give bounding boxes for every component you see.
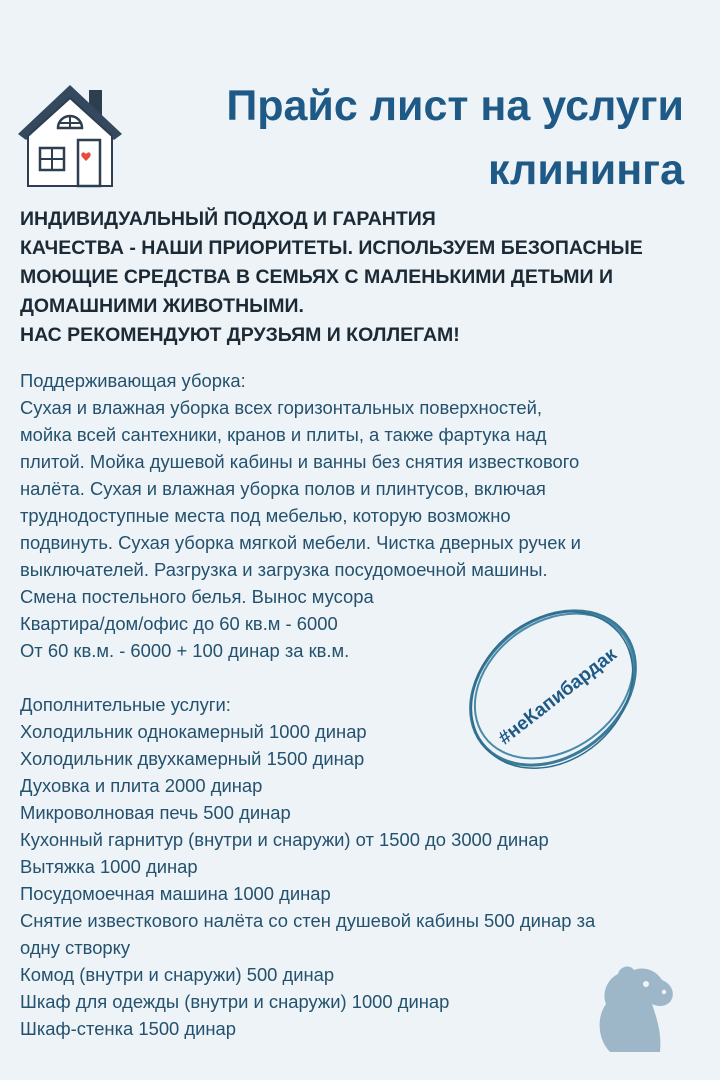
- extras-item: Микроволновая печь 500 динар: [20, 802, 291, 823]
- capybara-icon: [590, 960, 680, 1052]
- extras-item: Посудомоечная машина 1000 динар: [20, 883, 331, 904]
- maintenance-line: мойка всей сантехники, кранов и плиты, а также фартука над: [20, 424, 547, 445]
- maintenance-line: плитой. Мойка душевой кабины и ванны без снятия известкового: [20, 451, 580, 472]
- intro-line: МОЮЩИЕ СРЕДСТВА В СЕМЬЯХ С МАЛЕНЬКИМИ ДЕТЬМИ И: [20, 266, 613, 288]
- intro-line: ДОМАШНИМИ ЖИВОТНЫМИ.: [20, 295, 304, 317]
- maintenance-line: Сухая и влажная уборка всех горизонтальных поверхностей,: [20, 397, 542, 418]
- intro-line: НАС РЕКОМЕНДУЮТ ДРУЗЬЯМ И КОЛЛЕГАМ!: [20, 324, 460, 346]
- house-icon: [18, 82, 122, 190]
- intro-line: ИНДИВИДУАЛЬНЫЙ ПОДХОД И ГАРАНТИЯ: [20, 208, 436, 230]
- extras-item: Вытяжка 1000 динар: [20, 856, 198, 877]
- maintenance-line: выключателей. Разгрузка и загрузка посудомоечной машины.: [20, 559, 548, 580]
- extras-heading: Дополнительные услуги:: [20, 694, 231, 715]
- maintenance-price-large: От 60 кв.м. - 6000 + 100 динар за кв.м.: [20, 640, 350, 661]
- stamp-hashtag: #неКапибардак: [494, 644, 621, 750]
- extras-item: Холодильник двухкамерный 1500 динар: [20, 748, 365, 769]
- page-title: [124, 74, 684, 202]
- title-line-1: Прайс лист на услуги: [226, 82, 684, 130]
- extras-item: Шкаф для одежды (внутри и снаружи) 1000 динар: [20, 991, 450, 1012]
- extras-item: одну створку: [20, 937, 131, 958]
- extras-item: Холодильник однокамерный 1000 динар: [20, 721, 367, 742]
- extras-item: Духовка и плита 2000 динар: [20, 775, 263, 796]
- extras-item: Шкаф-стенка 1500 динар: [20, 1018, 237, 1039]
- maintenance-line: подвинуть. Сухая уборка мягкой мебели. Чистка дверных ручек и: [20, 532, 581, 553]
- maintenance-price-small: Квартира/дом/офис до 60 кв.м - 6000: [20, 613, 338, 634]
- extras-item: Комод (внутри и снаружи) 500 динар: [20, 964, 335, 985]
- maintenance-line: налёта. Сухая и влажная уборка полов и плинтусов, включая: [20, 478, 546, 499]
- intro-statement: [20, 205, 710, 350]
- extras-item: Кухонный гарнитур (внутри и снаружи) от 1500 до 3000 динар: [20, 829, 549, 850]
- title-line-2: клининга: [488, 146, 684, 194]
- maintenance-heading: Поддерживающая уборка:: [20, 370, 246, 391]
- intro-line: КАЧЕСТВА - НАШИ ПРИОРИТЕТЫ. ИСПОЛЬЗУЕМ БЕЗОПАСНЫЕ: [20, 237, 643, 259]
- extras-item: Снятие известкового налёта со стен душевой кабины 500 динар за: [20, 910, 596, 931]
- maintenance-line: труднодоступные места под мебелью, которую возможно: [20, 505, 511, 526]
- maintenance-line: Смена постельного белья. Вынос мусора: [20, 586, 374, 607]
